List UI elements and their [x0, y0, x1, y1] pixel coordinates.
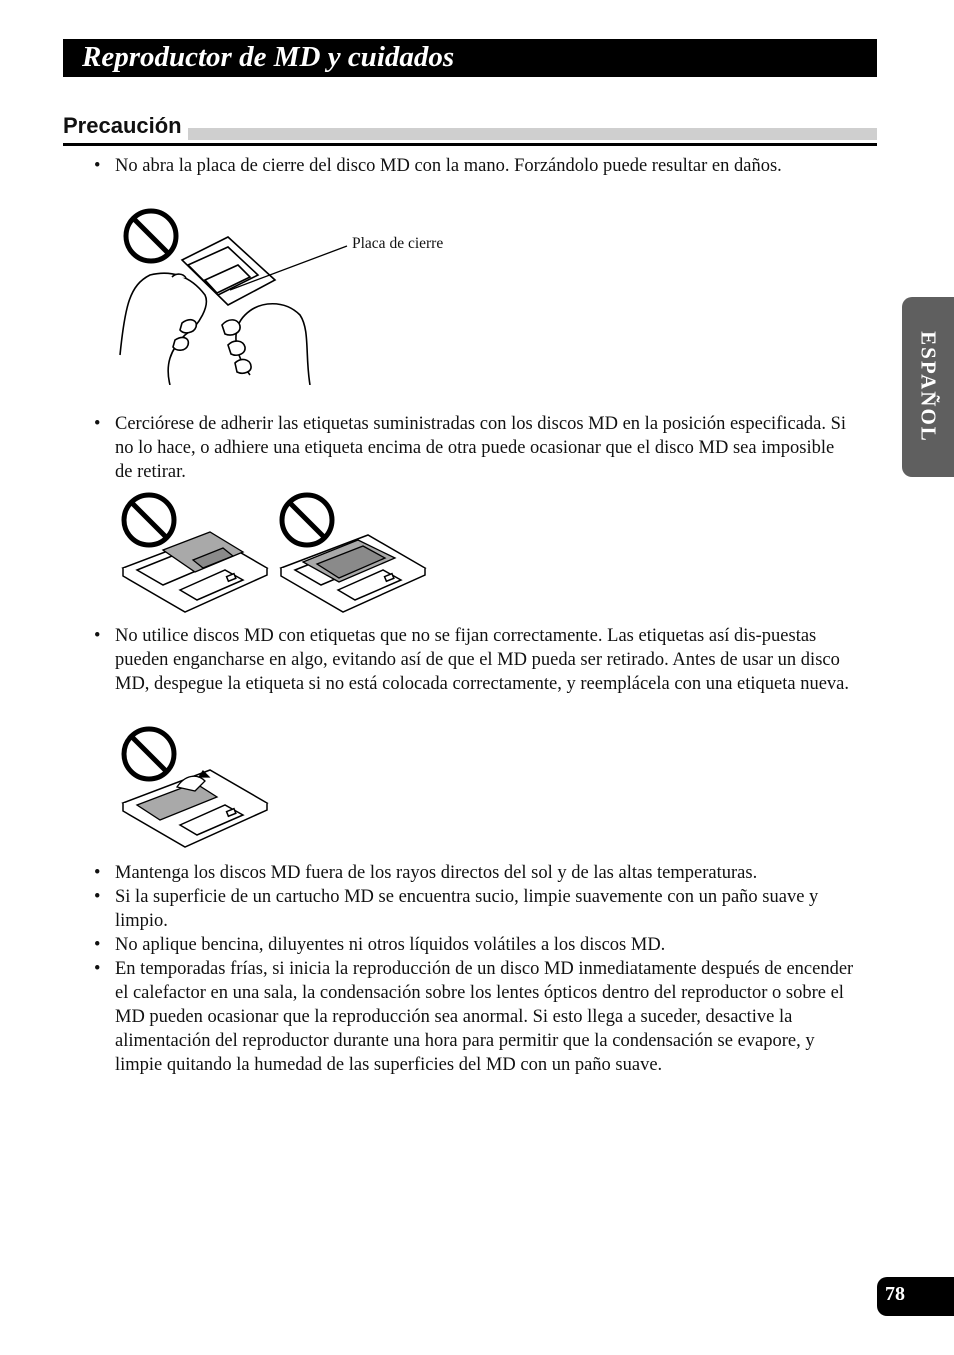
page-number-badge — [877, 1277, 954, 1316]
figure-shutter-hands — [110, 205, 460, 385]
bullet-glyph: • — [94, 935, 101, 955]
list-item — [94, 885, 854, 933]
page-number: 78 — [885, 1283, 905, 1305]
list-item — [94, 933, 854, 957]
bullet-glyph: • — [94, 156, 101, 176]
bullet-text: No abra la placa de cierre del disco MD con la mano. Forzándolo puede resultar en daños. — [115, 156, 782, 176]
page-title: Reproductor de MD y cuidados — [82, 41, 455, 73]
language-label: ESPAÑOL — [916, 331, 941, 443]
prohibition-icon — [124, 495, 174, 545]
bullet-glyph: • — [94, 887, 101, 907]
bullet-glyph: • — [94, 959, 101, 979]
bullet-text: En temporadas frías, si inicia la reproducción de un disco MD inmediatamente después de encender el calefactor en una sala, la condensación sobre los lentes ópticos dentro del reproductor o sobre el MD pueden ocasionar que la reproducción sea anormal. Si esto llega a suceder, desactive la alimentación del reproductor durante una hora para permitir que la condensación se evapore, y limpie quitando la humedad de las superficies del MD con un paño suave. — [115, 959, 854, 1075]
bullet-text: Si la superficie de un cartucho MD se encuentra sucio, limpie suavemente con un paño suave y limpio. — [115, 887, 819, 931]
section-heading-rule — [63, 143, 877, 146]
bullet-text: Cerciórese de adherir las etiquetas suministradas con los discos MD en la posición especificada. Si no lo hace, o adhiere una etiqueta encima de otra puede ocasionar que el disco MD sea imposible de retirar. — [115, 414, 847, 482]
list-item — [94, 861, 854, 885]
prohibition-icon — [124, 729, 174, 779]
figure-peeling-label — [115, 725, 275, 850]
bullet-text: No utilice discos MD con etiquetas que no se fijan correctamente. Las etiquetas así dis-puestas pueden engancharse en algo, evitando así de que el MD pueda ser retirado. Antes de usar un disco MD, despegue la etiqueta si no está colocada correctamente, y reemplácela con una etiqueta nueva. — [115, 626, 850, 694]
bullet-glyph: • — [94, 863, 101, 883]
figure-callout-label: Placa de cierre — [352, 235, 444, 252]
figure-misplaced-labels — [115, 490, 435, 615]
prohibition-icon — [126, 211, 176, 261]
list-item — [94, 154, 854, 178]
right-hand-illustration — [222, 304, 310, 385]
page-title-bar — [63, 39, 877, 77]
bullet-glyph: • — [94, 414, 101, 434]
bullet-text: No aplique bencina, diluyentes ni otros líquidos volátiles a los discos MD. — [115, 935, 666, 955]
section-title: Precaución — [63, 112, 188, 140]
language-side-tab — [902, 297, 954, 477]
list-item — [94, 412, 854, 484]
prohibition-icon — [282, 495, 332, 545]
list-item — [94, 624, 854, 696]
left-hand-illustration — [120, 273, 206, 385]
section-heading — [63, 110, 877, 146]
bullet-glyph: • — [94, 626, 101, 646]
list-item — [94, 957, 854, 1077]
bullet-text: Mantenga los discos MD fuera de los rayos directos del sol y de las altas temperaturas. — [115, 863, 758, 883]
